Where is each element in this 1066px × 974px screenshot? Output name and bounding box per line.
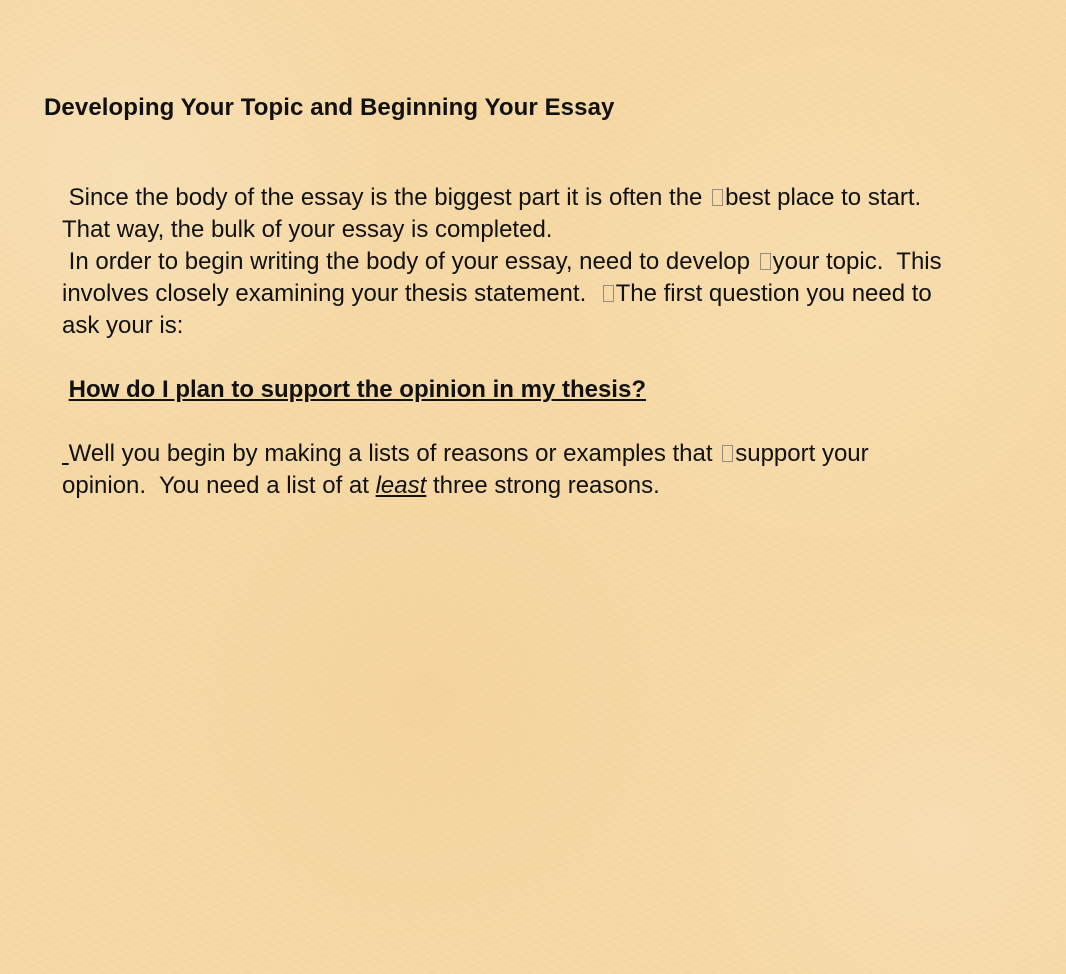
paragraph-3-line-2-start: opinion. You need a list of at bbox=[62, 472, 376, 499]
paragraph-2-line-2 bbox=[62, 278, 1052, 310]
paragraph-2-line-1-end: your topic. This bbox=[772, 248, 942, 275]
paragraph-2-line-2-start: involves closely examining your thesis statement. bbox=[62, 280, 600, 307]
missing-glyph-box-icon bbox=[722, 445, 733, 462]
paragraph-1-line-2: That way, the bulk of your essay is completed. bbox=[62, 216, 553, 243]
paragraph-2-line-1 bbox=[62, 246, 1052, 278]
essay-body bbox=[62, 182, 1052, 502]
paragraph-3-line-1-start: Well you begin by making a lists of reasons or examples that bbox=[68, 440, 720, 467]
key-question-line bbox=[62, 374, 1052, 406]
missing-glyph-box-icon bbox=[603, 285, 614, 302]
paragraph-1-line-1 bbox=[62, 182, 1052, 214]
paragraph-3-line-1-end: support your bbox=[735, 440, 869, 467]
paragraph-3-line-1 bbox=[62, 438, 1052, 470]
paragraph-1-line-1-start: Since the body of the essay is the biggest part it is often the bbox=[62, 184, 710, 211]
paragraph-2-line-1-start: In order to begin writing the body of your essay, need to develop bbox=[62, 248, 757, 275]
paragraph-3-lead-space bbox=[62, 440, 69, 467]
key-question: How do I plan to support the opinion in my thesis? bbox=[68, 376, 646, 403]
spacer bbox=[62, 342, 1052, 374]
spacer bbox=[62, 406, 1052, 438]
paragraph-3-line-2 bbox=[62, 470, 1052, 502]
paragraph-3-line-2-end: three strong reasons. bbox=[426, 472, 660, 499]
page-title: Developing Your Topic and Beginning Your Essay bbox=[44, 94, 615, 121]
paragraph-2-line-2-end: The first question you need to bbox=[615, 280, 932, 307]
paragraph-2-line-3: ask your is: bbox=[62, 312, 184, 339]
paragraph-1-line-1-end: best place to start. bbox=[725, 184, 922, 211]
emphasis-least: least bbox=[375, 472, 427, 499]
missing-glyph-box-icon bbox=[712, 189, 723, 206]
missing-glyph-box-icon bbox=[760, 253, 771, 270]
